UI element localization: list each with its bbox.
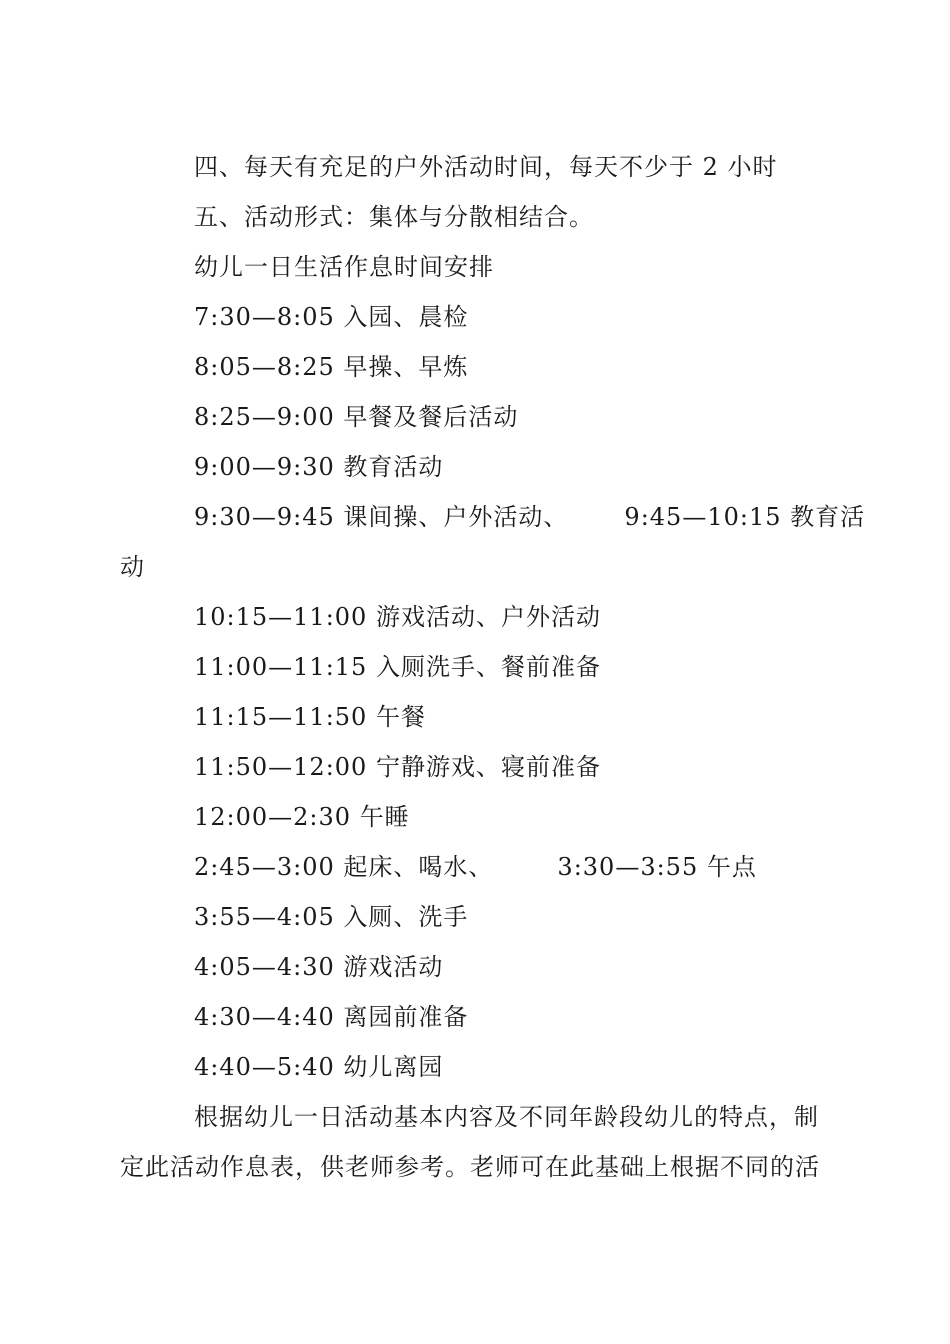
schedule-item-part: 2:45—3:00 起床、喝水、 (194, 853, 494, 881)
schedule-item: 9:00—9:30 教育活动 (194, 453, 444, 481)
schedule-item-part: 9:30—9:45 课间操、户外活动、 (194, 503, 569, 531)
text-line-activity-form: 五、活动形式：集体与分散相结合。 (194, 203, 594, 231)
schedule-item: 11:00—11:15 入厕洗手、餐前准备 (194, 653, 601, 681)
schedule-item: 12:00—2:30 午睡 (194, 803, 410, 831)
text-line-outdoor-time: 四、每天有充足的户外活动时间，每天不少于 2 小时 (194, 153, 778, 181)
paragraph-line: 根据幼儿一日活动基本内容及不同年龄段幼儿的特点，制 (194, 1103, 819, 1131)
paragraph-line: 定此活动作息表，供老师参考。老师可在此基础上根据不同的活 (120, 1153, 820, 1181)
schedule-item: 11:15—11:50 午餐 (194, 703, 426, 731)
schedule-item-part: 9:45—10:15 教育活 (624, 503, 866, 531)
schedule-item: 4:40—5:40 幼儿离园 (194, 1053, 444, 1081)
schedule-item-double (194, 852, 757, 882)
schedule-item: 4:30—4:40 离园前准备 (194, 1003, 469, 1031)
schedule-item: 11:50—12:00 宁静游戏、寝前准备 (194, 753, 601, 781)
schedule-item-continuation: 动 (120, 553, 145, 581)
schedule-heading: 幼儿一日生活作息时间安排 (194, 253, 494, 281)
schedule-item-part: 3:30—3:55 午点 (557, 853, 757, 881)
schedule-item: 3:55—4:05 入厕、洗手 (194, 903, 469, 931)
schedule-item: 10:15—11:00 游戏活动、户外活动 (194, 603, 601, 631)
schedule-item: 7:30—8:05 入园、晨检 (194, 303, 469, 331)
schedule-item: 4:05—4:30 游戏活动 (194, 953, 444, 981)
schedule-item: 8:25—9:00 早餐及餐后活动 (194, 403, 519, 431)
schedule-item: 8:05—8:25 早操、早炼 (194, 353, 469, 381)
schedule-item-double (194, 502, 865, 532)
